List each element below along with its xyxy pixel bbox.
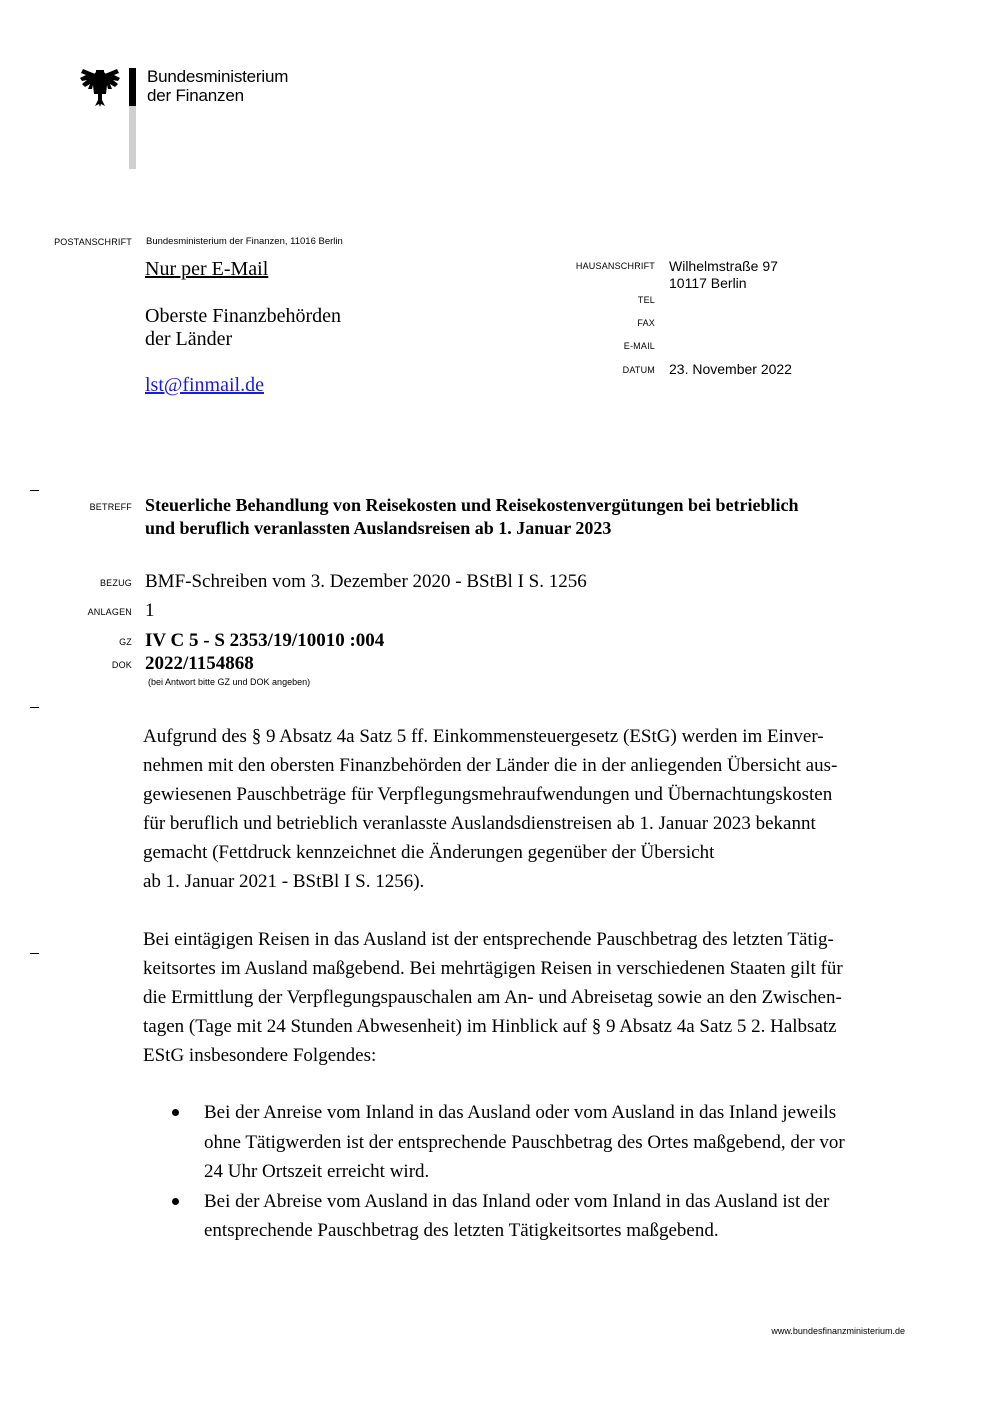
recipient-email-link[interactable]: lst@finmail.de <box>145 374 264 396</box>
sender-street: Wilhelmstraße 97 <box>669 258 778 274</box>
fax-label: FAX <box>637 318 655 328</box>
bezug-label: BEZUG <box>99 578 132 588</box>
recipient-line1: Oberste Finanzbehörden <box>145 305 342 327</box>
dok-value: 2022/1154868 <box>145 653 254 674</box>
list-item <box>143 1187 903 1246</box>
anlagen-value: 1 <box>145 600 155 621</box>
fold-mark <box>30 707 39 708</box>
body-paragraph-1 <box>143 722 883 896</box>
list-item-line: Bei der Abreise vom Ausland in das Inland oder vom Inland in das Ausland ist der <box>204 1190 830 1212</box>
reply-hint: (bei Antwort bitte GZ und DOK angeben) <box>148 677 311 687</box>
recipient-line2: der Länder <box>145 328 233 350</box>
gz-value: IV C 5 - S 2353/19/10010 :004 <box>145 630 385 651</box>
gz-label: GZ <box>119 637 132 647</box>
letter-date: 23. November 2022 <box>669 361 792 377</box>
subject-line2: und beruflich veranlassten Auslandsreisen ab 1. Januar 2023 <box>145 518 612 538</box>
list-item-line: entsprechende Pauschbetrag des letzten Tätigkeitsortes maßgebend. <box>204 1220 719 1241</box>
body-paragraph-2 <box>143 925 883 1070</box>
paragraph-line: keitsortes im Ausland maßgebend. Bei mehrtägigen Reisen in verschiedenen Staaten gilt für <box>143 958 843 979</box>
postal-address: Bundesministerium der Finanzen, 11016 Berlin <box>146 236 343 247</box>
list-item <box>143 1098 903 1187</box>
fold-mark <box>30 953 39 954</box>
paragraph-line: tagen (Tage mit 24 Stunden Abwesenheit) im Hinblick auf § 9 Absatz 4a Satz 5 2. Halbsatz <box>143 1016 837 1037</box>
paragraph-line: gemacht (Fettdruck kennzeichnet die Änderungen gegenüber der Übersicht <box>143 842 715 863</box>
bullet-list <box>143 1098 903 1246</box>
date-label: DATUM <box>622 365 655 375</box>
delivery-note: Nur per E-Mail <box>145 258 269 280</box>
subject-label: BETREFF <box>89 502 132 512</box>
tel-label: TEL <box>637 295 655 305</box>
postal-label: POSTANSCHRIFT <box>54 237 132 247</box>
paragraph-line: nehmen mit den obersten Finanzbehörden der Länder die in der anliegenden Übersicht aus- <box>143 755 838 776</box>
paragraph-line: die Ermittlung der Verpflegungspauschalen am An- und Abreisetag sowie an den Zwischen- <box>143 987 842 1008</box>
address-label: HAUSANSCHRIFT <box>575 261 655 271</box>
list-item-line: 24 Uhr Ortszeit erreicht wird. <box>204 1161 430 1182</box>
federal-eagle-logo <box>78 64 122 108</box>
dok-label: DOK <box>111 660 132 670</box>
list-item-line: ohne Tätigwerden ist der entsprechende Pauschbetrag des Ortes maßgebend, der vor <box>204 1131 845 1153</box>
ministry-name-line2: der Finanzen <box>147 86 244 105</box>
bezug-value: BMF-Schreiben vom 3. Dezember 2020 - BStBl I S. 1256 <box>145 571 587 592</box>
ministry-name-line1: Bundesministerium <box>147 67 289 86</box>
sender-city: 10117 Berlin <box>669 275 747 291</box>
list-item-line: Bei der Anreise vom Inland in das Ausland oder vom Ausland in das Inland jeweils <box>204 1102 837 1123</box>
logo-divider-bar <box>129 68 136 169</box>
footer-url[interactable]: www.bundesfinanzministerium.de <box>771 1326 905 1336</box>
paragraph-line: EStG insbesondere Folgendes: <box>143 1045 377 1066</box>
bullet-icon <box>172 1109 179 1116</box>
fold-mark <box>30 490 39 491</box>
bullet-icon <box>172 1198 179 1205</box>
paragraph-line: gewiesenen Pauschbeträge für Verpflegungsmehraufwendungen und Übernachtungskosten <box>143 784 833 805</box>
anlagen-label: ANLAGEN <box>87 607 132 617</box>
paragraph-line: Bei eintägigen Reisen in das Ausland ist der entsprechende Pauschbetrag des letzten Tätig- <box>143 929 834 950</box>
paragraph-line: für beruflich und betrieblich veranlasste Auslandsdienstreisen ab 1. Januar 2023 bekannt <box>143 813 816 834</box>
paragraph-line: Aufgrund des § 9 Absatz 4a Satz 5 ff. Einkommensteuergesetz (EStG) werden im Einver- <box>143 726 824 747</box>
paragraph-line: ab 1. Januar 2021 - BStBl I S. 1256). <box>143 871 425 892</box>
subject-line1: Steuerliche Behandlung von Reisekosten und Reisekostenvergütungen bei betrieblich <box>145 495 799 515</box>
email-label: E-MAIL <box>623 341 655 351</box>
